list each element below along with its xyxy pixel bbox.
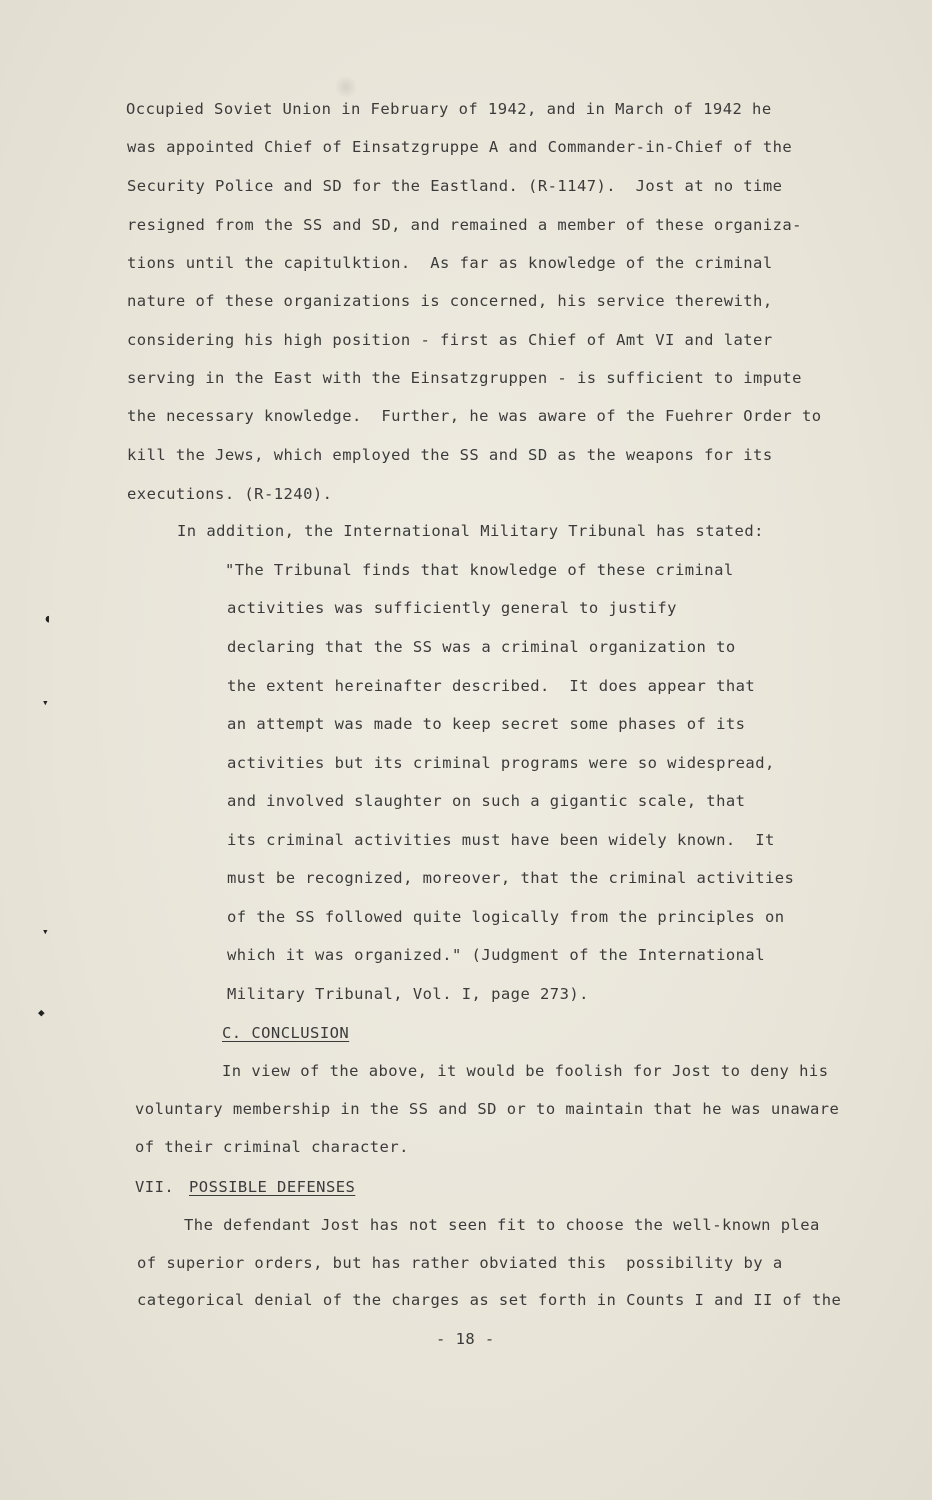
body-line: serving in the East with the Einsatzgruppen - is sufficient to impute	[127, 369, 802, 387]
margin-mark: ◆	[38, 1006, 45, 1019]
quote-line: must be recognized, moreover, that the criminal activities	[227, 869, 795, 887]
quote-line: and involved slaughter on such a gigantic scale, that	[227, 792, 746, 810]
quote-line: the extent hereinafter described. It does appear that	[227, 677, 756, 695]
quote-line: an attempt was made to keep secret some phases of its	[227, 715, 746, 733]
body-line: was appointed Chief of Einsatzgruppe A and Commander-in-Chief of the	[127, 138, 793, 156]
quote-line: declaring that the SS was a criminal organization to	[227, 638, 736, 656]
quote-line: activities was sufficiently general to justify	[227, 599, 677, 617]
margin-mark: ◖	[44, 612, 51, 625]
body-line: nature of these organizations is concerned, his service therewith,	[127, 292, 773, 310]
paper-smudge	[336, 74, 356, 100]
quote-line: its criminal activities must have been widely known. It	[227, 831, 775, 849]
body-line: considering his high position - first as Chief of Amt VI and later	[127, 331, 773, 349]
margin-mark: ▾	[42, 696, 49, 709]
body-line: the necessary knowledge. Further, he was aware of the Fuehrer Order to	[127, 407, 822, 425]
quote-intro: In addition, the International Military Tribunal has stated:	[177, 522, 764, 540]
quote-line: which it was organized." (Judgment of the International	[227, 946, 765, 964]
body-line: resigned from the SS and SD, and remained a member of these organiza-	[127, 216, 802, 234]
page-number: - 18 -	[436, 1330, 495, 1348]
quote-line: of the SS followed quite logically from the principles on	[227, 908, 785, 926]
section-number: VII.	[135, 1178, 175, 1196]
body-line: executions. (R-1240).	[127, 485, 333, 503]
body-line: kill the Jews, which employed the SS and SD as the weapons for its	[127, 446, 773, 464]
quote-line: Military Tribunal, Vol. I, page 273).	[227, 985, 589, 1003]
body-line: Occupied Soviet Union in February of 1942, and in March of 1942 he	[126, 100, 772, 118]
defenses-line: The defendant Jost has not seen fit to choose the well-known plea	[184, 1216, 820, 1234]
conclusion-line: of their criminal character.	[135, 1138, 409, 1156]
body-line: Security Police and SD for the Eastland. (R-1147). Jost at no time	[127, 177, 783, 195]
conclusion-heading: C. CONCLUSION	[222, 1024, 350, 1042]
margin-mark: ▾	[42, 925, 49, 938]
conclusion-line: voluntary membership in the SS and SD or to maintain that he was unaware	[135, 1100, 840, 1118]
body-line: tions until the capitulktion. As far as knowledge of the criminal	[127, 254, 773, 272]
defenses-line: categorical denial of the charges as set forth in Counts I and II of the	[137, 1291, 842, 1309]
section-heading: POSSIBLE DEFENSES	[189, 1178, 356, 1196]
quote-line: activities but its criminal programs were so widespread,	[227, 754, 775, 772]
defenses-line: of superior orders, but has rather obviated this possibility by a	[137, 1254, 783, 1272]
conclusion-line: In view of the above, it would be foolish for Jost to deny his	[222, 1062, 829, 1080]
quote-line: "The Tribunal finds that knowledge of these criminal	[225, 561, 734, 579]
